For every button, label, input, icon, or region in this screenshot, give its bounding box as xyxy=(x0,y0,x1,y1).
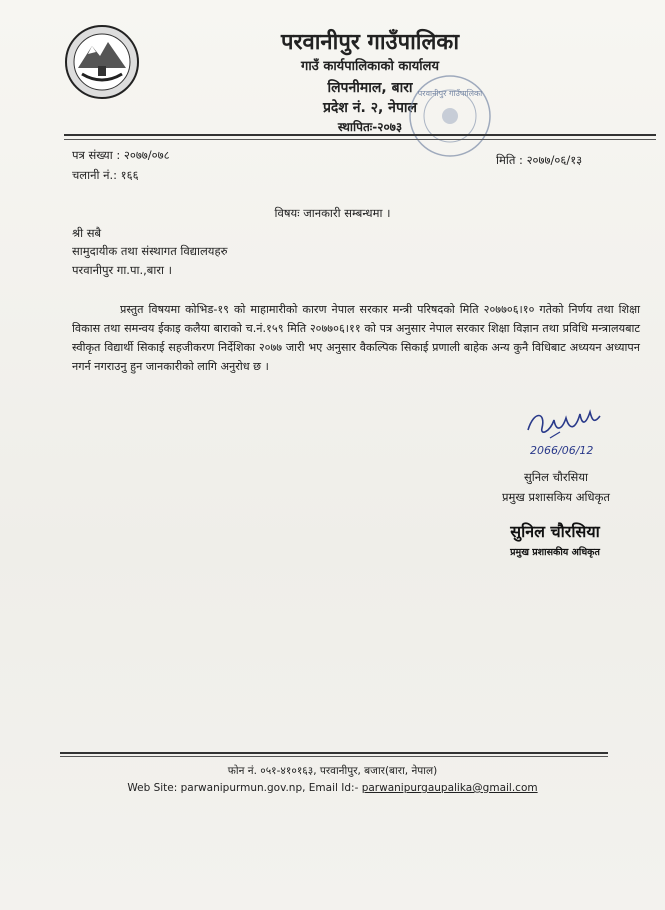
footer-web xyxy=(0,782,665,794)
header-rule xyxy=(64,134,656,136)
nepal-emblem-logo xyxy=(64,24,140,100)
office-stamp xyxy=(404,72,496,160)
dispatch-number: चलानी नं.: १६६ xyxy=(72,168,139,182)
signatory-name: सुनिल चौरसिया xyxy=(524,470,588,484)
letter-subject: विषयः जानकारी सम्बन्धमा । xyxy=(274,206,391,220)
footer-rule xyxy=(60,752,608,754)
header-rule-thin xyxy=(64,139,656,140)
reference-number: पत्र संख्या : २०७७/०७८ xyxy=(72,148,170,162)
footer-rule-thin xyxy=(60,756,608,757)
office-province: प्रदेश नं. २, नेपाल xyxy=(322,100,418,116)
letter-body: प्रस्तुत विषयमा कोभिड-१९ को माहामारीको कारण नेपाल सरकार मन्त्री परिषदको मिति २०७७०६।१० गतेको निर्णय तथा शिक्षा विकास तथा समन्वय ईकाइ कलैया बाराको च.नं.१५९ मिति २०७७०६।११ को पत्र अनुसार नेपाल सरकार शिक्षा विज्ञान तथा प्रविधि मन्त्रालयबाट स्वीकृत विद्यार्थी सिकाई सहजीकरण निर्देशिका २०७७ जारी भए अनुसार वैकल्पिक सिकाई प्रणाली बाहेक अन्य कुनै विधिबाट अध्ययन अध्यापन नगर्न नगराउनु हुन जानकारीको लागि अनुरोध छ । xyxy=(72,303,640,373)
handwritten-signature xyxy=(520,402,620,458)
recipient-line-2: सामुदायीक तथा संस्थागत विद्यालयहरु xyxy=(72,244,228,258)
signature-date: 2066/06/12 xyxy=(530,444,594,457)
recipient-line-3: परवानीपुर गा.पा.,बारा । xyxy=(72,263,173,277)
office-subtitle: गाउँ कार्यपालिकाको कार्यालय xyxy=(301,59,439,74)
office-location: लिपनीमाल, बारा xyxy=(327,80,413,96)
footer-phone: फोन नं. ०५१-४१०१६३, परवानीपुर, बजार(बारा, नेपाल) xyxy=(227,765,438,777)
footer-website: Web Site: parwanipurmun.gov.np, Email Id:- xyxy=(127,782,362,794)
recipient-line-1: श्री सबै xyxy=(72,226,102,240)
seal-name: सुनिल चौरसिया xyxy=(510,522,600,541)
signatory-designation: प्रमुख प्रशासकिय अधिकृत xyxy=(502,490,610,504)
office-title: परवानीपुर गाउँपालिका xyxy=(280,30,460,55)
letter-date: मिति : २०७७/०६/१३ xyxy=(496,153,583,167)
stamp-text: परवानीपुर गाउँपालिका xyxy=(417,89,483,98)
seal-designation: प्रमुख प्रशासकीय अधिकृत xyxy=(510,547,600,558)
office-established: स्थापितः-२०७३ xyxy=(337,120,403,134)
footer-email-link[interactable]: parwanipurgaupalika@gmail.com xyxy=(361,782,538,794)
